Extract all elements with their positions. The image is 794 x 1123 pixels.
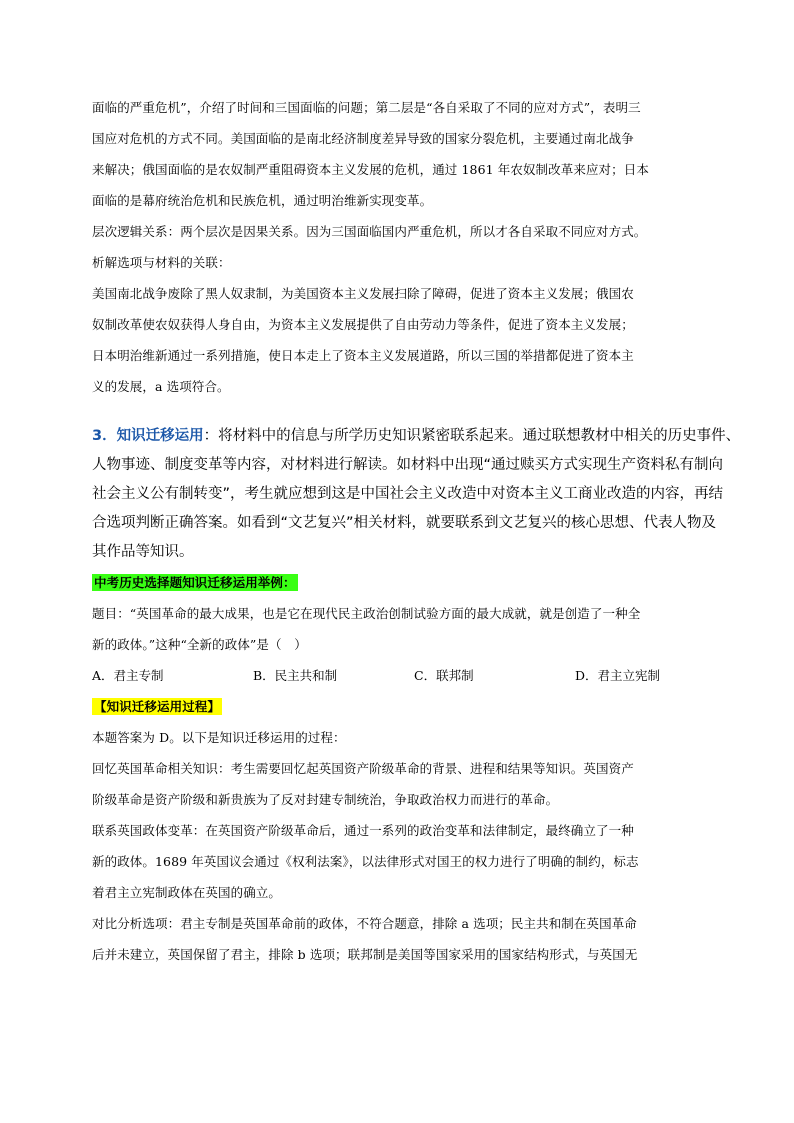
text-line: 析解选项与材料的关联： <box>92 255 231 270</box>
text-line: ：将材料中的信息与所学历史知识紧密联系起来。通过联想教材中相关的历史事件、 <box>203 428 741 444</box>
logic-relation-paragraph <box>92 216 704 247</box>
option-c: C．联邦制 <box>414 668 474 683</box>
text-line: 层次逻辑关系：两个层次是因果关系。因为三国面临国内严重危机，所以才各自采取不同应对方式。 <box>92 224 647 239</box>
text-line: 面临的是幕府统治危机和民族危机，通过明治维新实现变革。 <box>92 193 433 208</box>
section-3-first-line <box>92 422 741 451</box>
example-label-paragraph <box>92 567 704 598</box>
analysis-paragraph <box>92 278 704 402</box>
text-line: 其作品等知识。 <box>92 544 194 560</box>
text-line: 题目：“英国革命的最大成果，也是它在现代民主政治创制试验方面的最大成就，就是创造了一种全 <box>92 606 641 621</box>
question-paragraph <box>92 598 704 660</box>
answer-options <box>92 660 704 691</box>
text-line: 新的政体。”这种“全新的政体”是（ ） <box>92 637 307 652</box>
text-line: 美国南北战争废除了黑人奴隶制，为美国资本主义发展扫除了障碍，促进了资本主义发展；俄国农 <box>92 286 634 301</box>
text-line: 后并未建立，英国保留了君主，排除 b 选项；联邦制是美国等国家采用的国家结构形式，与英国无 <box>92 947 638 962</box>
text-line: 联系英国政体变革：在英国资产阶级革命后，通过一系列的政治变革和法律制定，最终确立了一种 <box>92 823 634 838</box>
option-b: B．民主共和制 <box>253 668 338 683</box>
text-line: 国应对危机的方式不同。美国面临的是南北经济制度差异导致的国家分裂危机，主要通过南北战争 <box>92 131 634 146</box>
text-line: 新的政体。1689 年英国议会通过《权利法案》，以法律形式对国王的权力进行了明确的制约，标志 <box>92 854 639 869</box>
text-line: 对比分析选项：君主专制是英国革命前的政体，不符合题意，排除 a 选项；民主共和制在英国革命 <box>92 916 637 931</box>
section-number: 3． <box>92 428 117 444</box>
text-line: 人物事迹、制度变革等内容，对材料进行解读。如材料中出现“通过赎买方式实现生产资料私有制向 <box>92 457 724 473</box>
text-line: 本题答案为 D。以下是知识迁移运用的过程： <box>92 730 346 745</box>
text-line: 合选项判断正确答案。如看到“文艺复兴”相关材料，就要联系到文艺复兴的核心思想、代表人物及 <box>92 515 717 531</box>
option-d: D．君主立宪制 <box>575 668 661 683</box>
process-label-paragraph <box>92 691 704 722</box>
text-line: 来解决；俄国面临的是农奴制严重阻碍资本主义发展的危机，通过 1861 年农奴制改革来应对；日本 <box>92 162 649 177</box>
text-line: 阶级革命是资产阶级和新贵族为了反对封建专制统治，争取政治权力而进行的革命。 <box>92 792 559 807</box>
section-heading: 知识迁移运用 <box>116 428 204 444</box>
text-line: 回忆英国革命相关知识：考生需要回忆起英国资产阶级革命的背景、进程和结果等知识。英国资产 <box>92 761 634 776</box>
process-label: 【知识迁移运用过程】 <box>94 699 221 714</box>
document-page <box>92 92 741 970</box>
section-3-paragraph <box>92 422 741 567</box>
link-paragraph <box>92 815 704 908</box>
text-line: 社会主义公有制转变”，考生就应想到这是中国社会主义改造中对资本主义工商业改造的内容，再结 <box>92 486 724 502</box>
option-a: A．君主专制 <box>92 668 164 683</box>
text-line: 义的发展，a 选项符合。 <box>92 379 230 394</box>
example-label: 中考历史选择题知识迁移运用举例： <box>94 575 296 590</box>
spacer <box>92 402 704 422</box>
compare-paragraph <box>92 908 704 970</box>
text-line: 日本明治维新通过一系列措施，使日本走上了资本主义发展道路，所以三国的举措都促进了资本主 <box>92 348 634 363</box>
text-line: 面临的严重危机”，介绍了时间和三国面临的问题；第二层是“各自采取了不同的应对方式”，表明三 <box>92 100 641 115</box>
recall-paragraph <box>92 753 704 815</box>
analysis-title <box>92 247 704 278</box>
text-line: 奴制改革使农奴获得人身自由，为资本主义发展提供了自由劳动力等条件，促进了资本主义发展； <box>92 317 634 332</box>
intro-paragraph <box>92 92 704 216</box>
answer-paragraph <box>92 722 704 753</box>
text-line: 着君主立宪制政体在英国的确立。 <box>92 885 282 900</box>
